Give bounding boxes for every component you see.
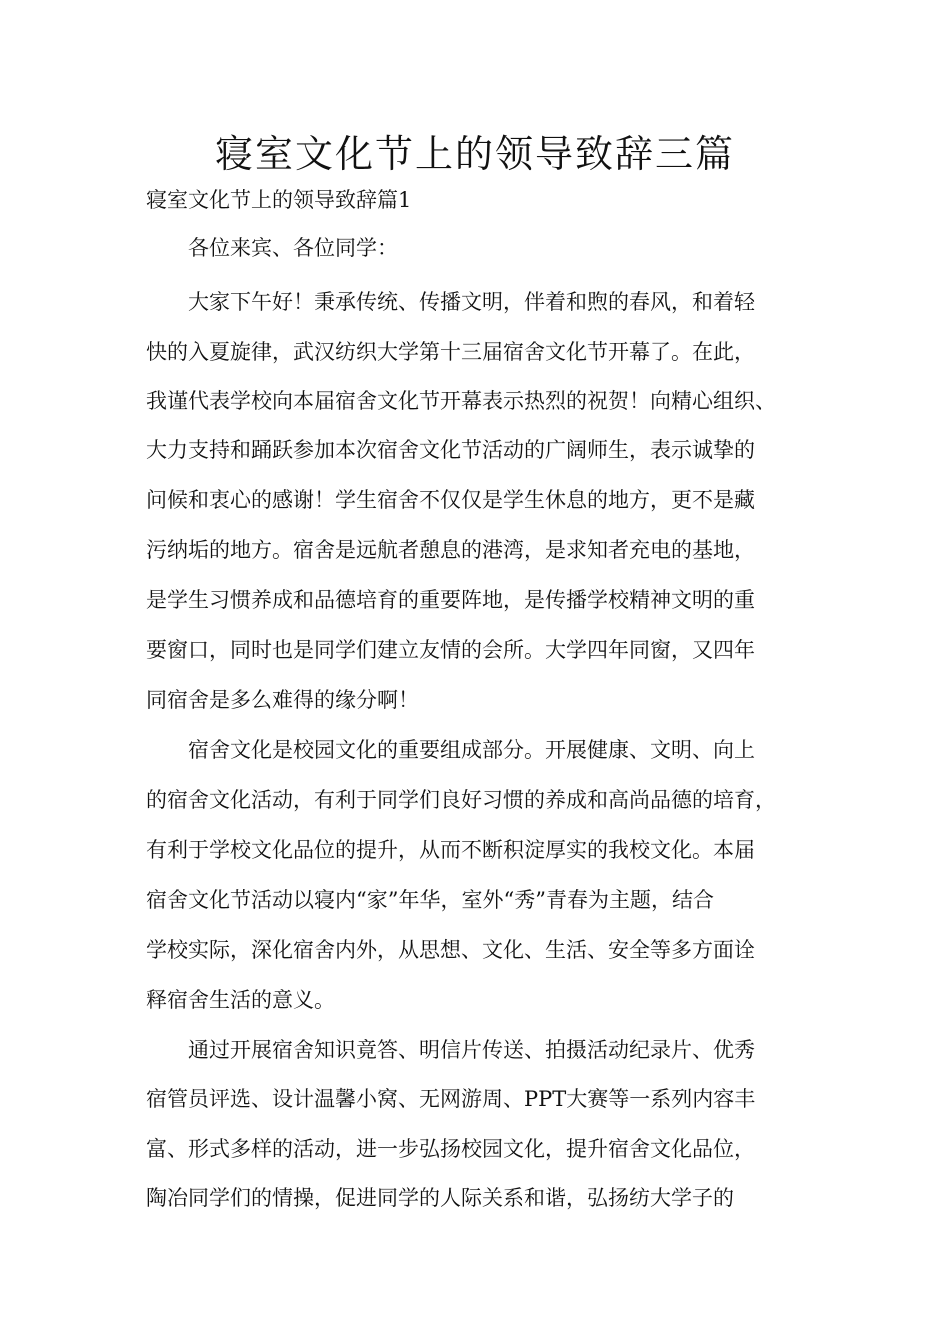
paragraph-line: 宿管员评选、设计温馨小窝、无网游周、PPT大赛等一系列内容丰	[146, 1087, 756, 1111]
document-title: 寝室文化节上的领导致辞三篇	[214, 132, 735, 176]
paragraph-line: 富、形式多样的活动，进一步弘扬校园文化，提升宿舍文化品位，	[146, 1137, 755, 1161]
paragraph-line: 学校实际，深化宿舍内外，从思想、文化、生活、安全等多方面诠	[146, 938, 755, 962]
paragraph-line: 宿舍文化节活动以寝内“家”年华，室外“秀”青春为主题，结合	[146, 888, 714, 912]
paragraph-line: 污纳垢的地方。宿舍是远航者憩息的港湾，是求知者充电的基地，	[146, 538, 755, 562]
paragraph-line: 大力支持和踊跃参加本次宿舍文化节活动的广阔师生，表示诚挚的	[146, 438, 755, 462]
section-heading: 寝室文化节上的领导致辞篇1	[146, 188, 412, 212]
paragraph-line: 我谨代表学校向本届宿舍文化节开幕表示热烈的祝贺！向精心组织、	[146, 389, 776, 413]
greeting-line: 各位来宾、各位同学：	[188, 236, 398, 260]
paragraph-line: 宿舍文化是校园文化的重要组成部分。开展健康、文明、向上	[188, 738, 755, 762]
paragraph-line: 问候和衷心的感谢！学生宿舍不仅仅是学生休息的地方，更不是藏	[146, 488, 755, 512]
paragraph-line: 快的入夏旋律，武汉纺织大学第十三届宿舍文化节开幕了。在此，	[146, 340, 755, 364]
paragraph-line: 陶冶同学们的情操，促进同学的人际关系和谐，弘扬纺大学子的	[146, 1186, 734, 1210]
paragraph-line: 有利于学校文化品位的提升，从而不断积淀厚实的我校文化。本届	[146, 838, 755, 862]
paragraph-line: 的宿舍文化活动，有利于同学们良好习惯的养成和高尚品德的培育，	[146, 788, 776, 812]
paragraph-line: 大家下午好！秉承传统、传播文明，伴着和煦的春风，和着轻	[188, 290, 755, 314]
paragraph-line: 是学生习惯养成和品德培育的重要阵地，是传播学校精神文明的重	[146, 588, 755, 612]
paragraph-line: 释宿舍生活的意义。	[146, 988, 335, 1012]
paragraph-line: 通过开展宿舍知识竟答、明信片传送、拍摄活动纪录片、优秀	[188, 1038, 755, 1062]
paragraph-line: 要窗口，同时也是同学们建立友情的会所。大学四年同窗，又四年	[146, 638, 755, 662]
paragraph-line: 同宿舍是多么难得的缘分啊！	[146, 688, 419, 712]
